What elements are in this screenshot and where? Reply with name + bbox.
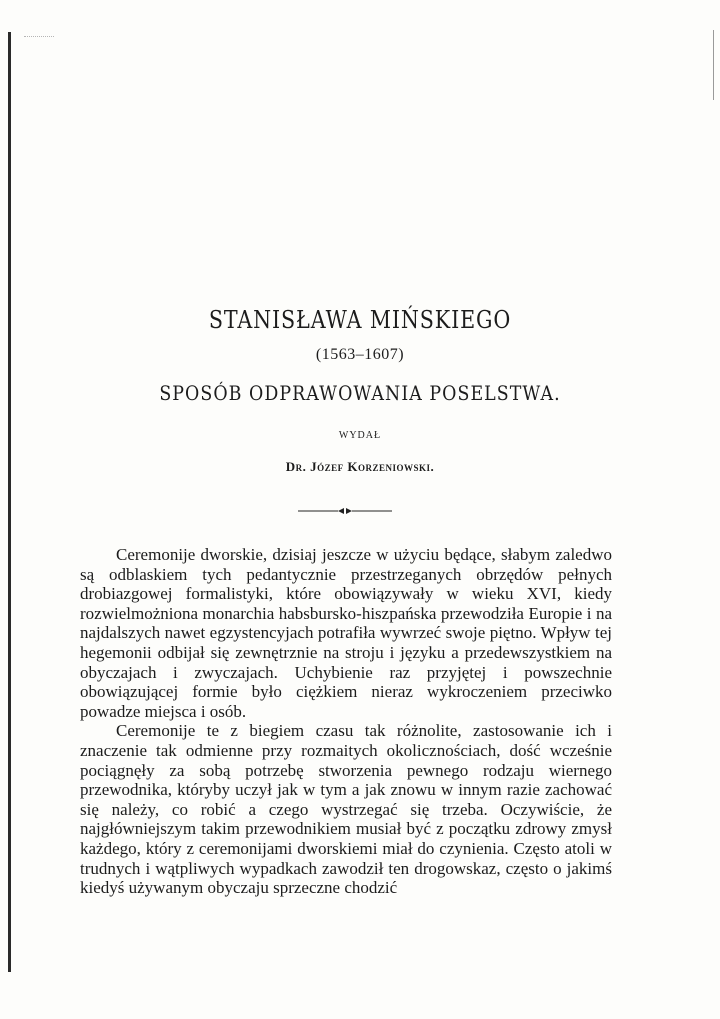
document-title: STANISŁAWA MIŃSKIEGO [208,306,512,334]
scan-speckle [24,36,54,51]
editor-label: WYDAŁ [338,430,382,441]
body-text [80,545,612,898]
binding-edge-line [8,32,11,972]
document-subtitle: SPOSÓB ODPRAWOWANIA POSELSTWA. [159,381,561,405]
document-dates: (1563–1607) [315,346,405,363]
ornament-divider-icon [298,506,392,516]
right-margin-mark [713,30,714,100]
editor-name: Dr. Józef Korzeniowski. [285,459,435,474]
paragraph-1: Ceremonije dworskie, dzisiaj jeszcze w użyciu będące, słabym zaledwo są odblaskiem tych pedantycznie przestrzeganych obrzędów pełnych drobiazgowej formalistyki, które obowiązywały w wieku XVI, kiedy rozwielmożniona monarchia habsbursko-hiszpańska przewodziła Europie i na najdalszych nawet egzystencyjach potrafiła wywrzeć swoje piętno. Wpływ tej hegemonii odbijał się zewnętrznie na stroju i języku a przedewszystkiem na obyczajach i zwyczajach. Uchybienie raz przyjętej i powszechnie obowiązującej formie było ciężkiem nieraz wykroczeniem przeciwko powadze miejsca i osób. [80,545,612,721]
paragraph-2: Ceremonije te z biegiem czasu tak różnolite, zastosowanie ich i znaczenie tak odmienne przy rozmaitych okolicznościach, dość wcześnie pociągnęły za sobą potrzebę stworzenia pewnego rodzaju wiernego przewodnika, któryby uczył jak w tym a jak znowu w innym razie zachować się należy, co robić a czego wystrzegać się trzeba. Oczywiście, że najgłówniejszym takim przewodnikiem musiał być z początku zdrowy zmysł każdego, który z ceremonijami dworskiemi miał do czynienia. Często atoli w trudnych i wątpliwych wypadkach zawodził ten drogowskaz, często o jakimś kiedyś używanym obyczaju sprzeczne chodzić [80,721,612,898]
